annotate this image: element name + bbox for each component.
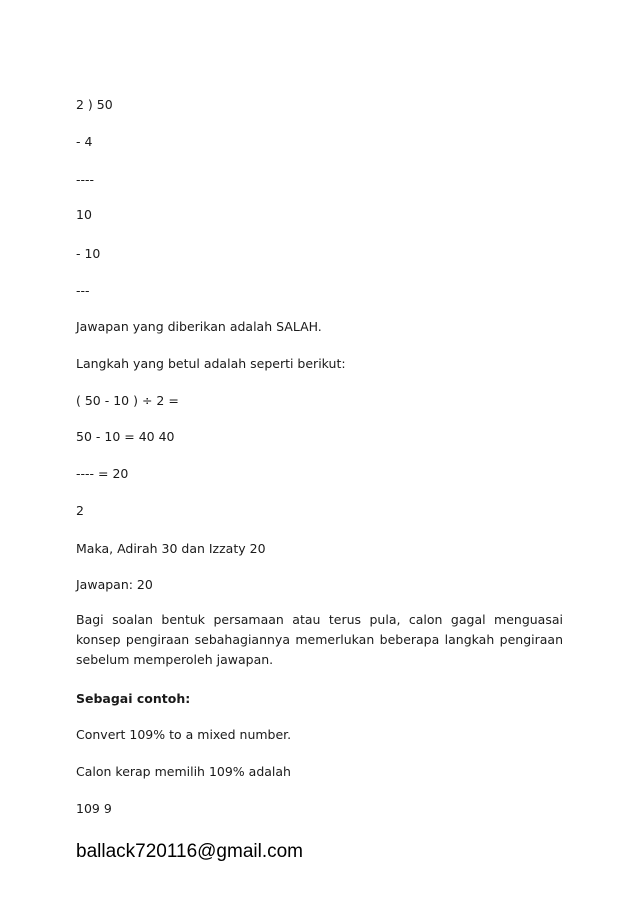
equation-line-3: ---- = 20 bbox=[76, 466, 129, 481]
equation-line-1: ( 50 - 10 ) ÷ 2 = bbox=[76, 393, 179, 408]
answer-line: Jawapan: 20 bbox=[76, 577, 153, 592]
work-line-division: 2 ) 50 bbox=[76, 97, 113, 112]
example-heading: Sebagai contoh: bbox=[76, 691, 191, 706]
work-line-rule: ---- bbox=[76, 172, 95, 187]
equation-line-2: 50 - 10 = 40 40 bbox=[76, 429, 175, 444]
explanation-paragraph: Bagi soalan bentuk persamaan atau terus pula, calon gagal menguasai konsep pengiraan sebahagiannya memerlukan beberapa langkah pengiraan sebelum memperoleh jawapan. bbox=[76, 612, 563, 667]
work-line-subtract-10: - 10 bbox=[76, 246, 101, 261]
example-fraction-line: 109 9 bbox=[76, 801, 112, 816]
statement-wrong: Jawapan yang diberikan adalah SALAH. bbox=[76, 319, 322, 334]
footer-email: ballack720116@gmail.com bbox=[76, 841, 303, 862]
conclusion-line: Maka, Adirah 30 dan Izzaty 20 bbox=[76, 541, 266, 556]
equation-line-4: 2 bbox=[76, 503, 84, 518]
example-question: Convert 109% to a mixed number. bbox=[76, 727, 292, 742]
statement-correct-steps: Langkah yang betul adalah seperti berikut: bbox=[76, 356, 346, 371]
example-common-choice: Calon kerap memilih 109% adalah bbox=[76, 764, 291, 779]
work-line-rule-2: --- bbox=[76, 283, 90, 298]
work-line-10: 10 bbox=[76, 207, 92, 222]
work-line-subtract-4: - 4 bbox=[76, 134, 93, 149]
